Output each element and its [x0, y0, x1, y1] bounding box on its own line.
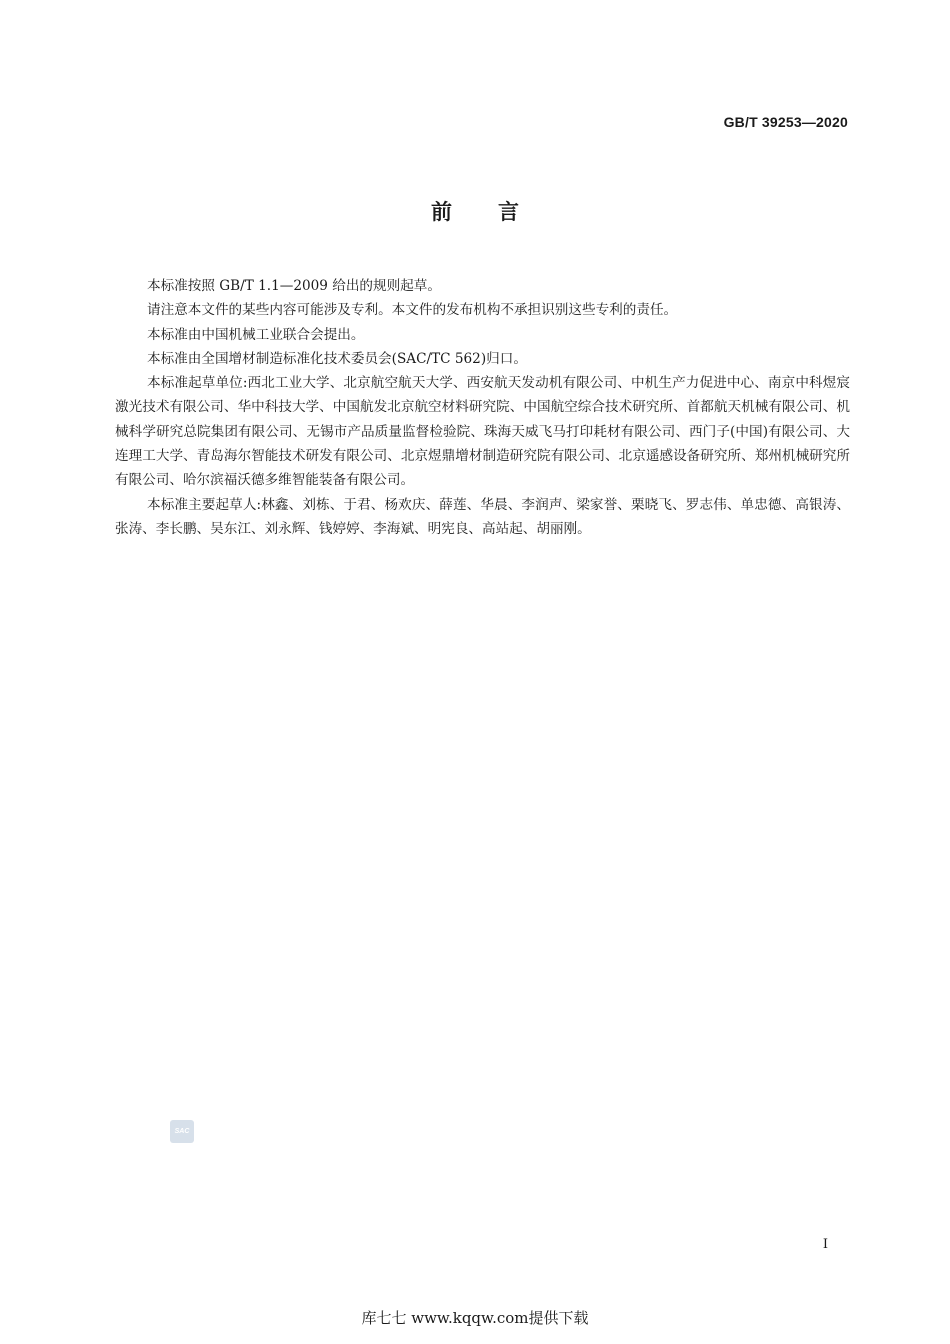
paragraph-drafting-rules: 本标准按照 GB/T 1.1—2009 给出的规则起草。: [147, 278, 441, 294]
paragraph-drafters: 本标准主要起草人:林鑫、刘栋、于君、杨欢庆、薛莲、华晨、李润声、梁家誉、栗晓飞、罗志伟、单忠德、高银涛、张涛、李长鹏、吴东江、刘永辉、钱婷婷、李海斌、明宪良、高站起、胡丽刚。: [115, 496, 850, 537]
sac-watermark-logo: SAC: [170, 1120, 194, 1143]
download-footer: 库七七 www.kqqw.com提供下载: [361, 1309, 589, 1327]
page-title: 前言: [431, 200, 565, 224]
paragraph-patent-notice: 请注意本文件的某些内容可能涉及专利。本文件的发布机构不承担识别这些专利的责任。: [147, 302, 678, 319]
paragraph-proposer: 本标准由中国机械工业联合会提出。: [147, 326, 365, 343]
paragraph-drafting-units: 本标准起草单位:西北工业大学、北京航空航天大学、西安航天发动机有限公司、中机生产力促进中心、南京中科煜宸激光技术有限公司、华中科技大学、中国航发北京航空材料研究院、中国航空综合技术研究所、首都航天机械有限公司、机械科学研究总院集团有限公司、无锡市产品质量监督检验院、珠海天威飞马打印耗材有限公司、西门子(中国)有限公司、大连理工大学、青岛海尔智能技术研发有限公司、北京煜鼎增材制造研究院有限公司、北京遥感设备研究所、郑州机械研究所有限公司、哈尔滨福沃德多维智能装备有限公司。: [115, 375, 850, 489]
foreword-body: [115, 274, 850, 541]
paragraph-committee: 本标准由全国增材制造标准化技术委员会(SAC/TC 562)归口。: [147, 350, 527, 367]
standard-number: GB/T 39253—2020: [723, 114, 848, 130]
page-number: I: [822, 1237, 828, 1252]
